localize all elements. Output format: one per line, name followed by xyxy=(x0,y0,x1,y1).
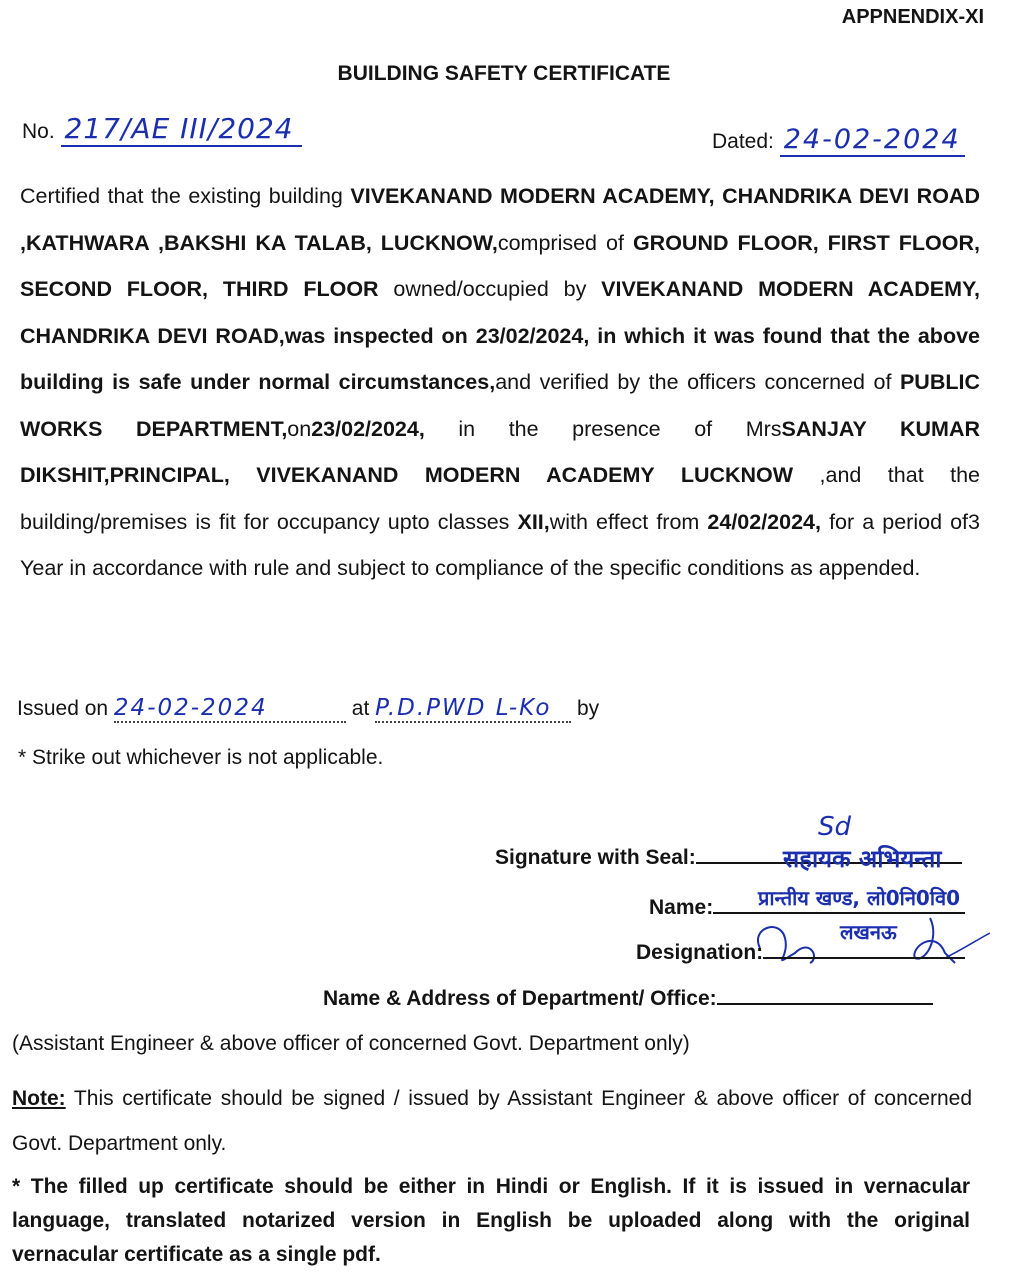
issued-place-field xyxy=(375,695,571,723)
stamp-line-2: प्रान्तीय खण्ड, लो0नि0वि0 xyxy=(758,886,961,910)
body-text: ,and that the building/premises is fit for occupancy upto classes xyxy=(20,463,980,534)
signature-seal-label: Signature with Seal: xyxy=(495,846,696,869)
note-label: Note: xyxy=(12,1087,66,1110)
stamp-line-3: लखनऊ xyxy=(840,920,897,944)
note-paragraph xyxy=(12,1076,972,1166)
appendix-label: APPNENDIX-XI xyxy=(841,6,984,28)
designation-label: Designation: xyxy=(636,941,764,964)
building-name: VIVEKANAND MODERN ACADEMY, CHANDRIKA DEVI ROAD ,KATHWARA ,BAKSHI KA TALAB, LUCKNOW, xyxy=(20,184,980,255)
department-line xyxy=(717,1003,933,1005)
assistant-engineer-note: (Assistant Engineer & above officer of concerned Govt. Department only) xyxy=(12,1032,690,1055)
certificate-number-label: No. xyxy=(22,120,55,143)
initials-signature: Sd xyxy=(818,812,852,842)
body-text: and verified by the officers concerned of xyxy=(495,370,900,394)
name-label: Name: xyxy=(649,896,714,919)
issued-place: P.D.PWD L-Ko xyxy=(375,695,552,721)
body-text: in the presence of Mrs xyxy=(424,416,782,441)
body-text: Certified that the existing building xyxy=(20,184,351,208)
body-text: with effect from xyxy=(549,509,708,534)
body-text: comprised of xyxy=(497,230,633,255)
effective-date: 24/02/2024, xyxy=(707,509,821,534)
stamp-line-1: सहायक अभियन्ता xyxy=(783,845,942,873)
dated-value: 24-02-2024 xyxy=(780,124,965,157)
issued-row xyxy=(17,695,599,723)
certificate-body xyxy=(20,173,980,592)
certificate-title: BUILDING SAFETY CERTIFICATE xyxy=(337,62,671,85)
department-row xyxy=(323,987,933,1011)
dated-label: Dated: xyxy=(712,130,774,153)
vernacular-note: * The filled up certificate should be either in Hindi or English. If it is issued in vernacular language, translated notarized version in English be uploaded along with the original vernacular certificate as a single pdf. xyxy=(12,1175,970,1266)
floors: GROUND FLOOR, FIRST FLOOR, SECOND FLOOR, THIRD FLOOR xyxy=(20,230,980,301)
department-label: Name & Address of Department/ Office: xyxy=(323,987,717,1010)
body-text: for a period of3 Year in accordance with rule and subject to compliance of the specific conditions as appended. xyxy=(20,509,980,580)
body-text: on xyxy=(287,416,312,441)
issued-at-label: at xyxy=(351,697,370,720)
designation-line xyxy=(763,957,965,959)
issued-by-label: by xyxy=(576,697,600,720)
department-name: PUBLIC WORKS DEPARTMENT, xyxy=(20,370,980,441)
principal-name: SANJAY KUMAR DIKSHIT,PRINCIPAL, VIVEKANAND MODERN ACADEMY LUCKNOW xyxy=(20,416,980,487)
classes: XII, xyxy=(517,509,550,534)
body-text: owned/occupied by xyxy=(378,277,602,301)
issued-label: Issued on xyxy=(17,697,109,720)
designation-row xyxy=(636,941,965,965)
issued-date-field xyxy=(114,695,346,723)
certificate-number-row xyxy=(22,112,302,145)
issued-date: 24-02-2024 xyxy=(113,695,268,721)
verification-date: 23/02/2024, xyxy=(311,416,425,441)
certificate-number-value: 217/AE III/2024 xyxy=(61,112,302,147)
note-text: This certificate should be signed / issued by Assistant Engineer & above officer of concerned Govt. Department only. xyxy=(12,1087,972,1155)
dated-row xyxy=(712,124,965,155)
strike-note: * Strike out whichever is not applicable. xyxy=(18,746,384,769)
owner-inspection: VIVEKANAND MODERN ACADEMY, CHANDRIKA DEVI ROAD,was inspected on 23/02/2024, in which it was found that the above building is safe under normal circumstances, xyxy=(20,277,980,394)
